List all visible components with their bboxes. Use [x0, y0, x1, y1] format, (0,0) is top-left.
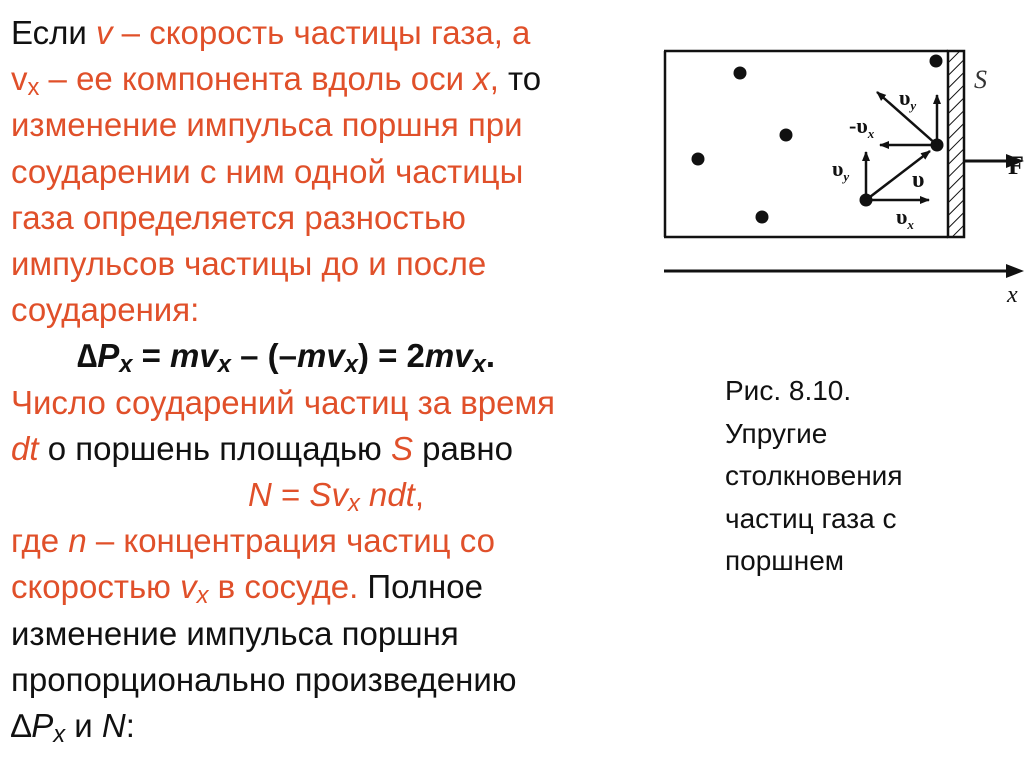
gas-particle	[692, 153, 705, 166]
label-v: υ	[912, 167, 925, 193]
piston-area-label: S	[974, 65, 987, 94]
figure-caption	[725, 370, 1005, 583]
paragraph1-line2: $v_x$ – ее компонента вдоль оси x, то	[11, 60, 542, 102]
paragraph3-line3: изменение импульса поршня	[11, 614, 459, 652]
paragraph3-line1: где n – концентрация частиц со	[11, 522, 495, 560]
paragraph1-line3: изменение импульса поршня при	[11, 106, 523, 144]
slide-body-text	[11, 10, 681, 749]
gas-particle	[780, 129, 793, 142]
gas-particle	[756, 211, 769, 224]
label-minus-vx: $-\upsilon_x$	[849, 113, 875, 141]
collision-count-formula: $N = Sv_x$ ndt,	[247, 476, 425, 518]
paragraph2-line1: Число соударений частиц за время	[11, 383, 556, 421]
paragraph1-line4: соударении с ним одной частицы	[11, 152, 524, 190]
piston-collision-figure	[652, 40, 1024, 308]
caption-line4: частиц газа с	[725, 502, 897, 534]
label-vy-top: $\upsilon_y$	[899, 85, 917, 113]
paragraph2-line2: dt о поршень площадью S равно	[11, 429, 513, 467]
figure-svg	[652, 40, 1024, 308]
paragraph1-line1: Если v – скорость частицы газа, а	[11, 14, 531, 51]
x-axis-label: x	[1007, 282, 1018, 308]
caption-line2: Упругие	[725, 417, 828, 449]
label-vy-left: $\upsilon_y$	[832, 156, 850, 184]
paragraph1-line7: соударения:	[11, 291, 200, 329]
paragraph3-line5: $\Delta P_x$ и N:	[11, 707, 135, 749]
caption-line5: поршнем	[725, 545, 845, 576]
caption-line3: столкновения	[725, 460, 903, 491]
paragraph3-line4: пропорционально произведению	[11, 660, 517, 698]
momentum-change-formula: $\Delta P_x = mv_x - (-mv_x) = 2mv_x$.	[77, 337, 495, 379]
paragraph1-line5: газа определяется разностью	[11, 198, 466, 236]
paragraph3-line2: скоростью $v_x$ в сосуде. Полное	[11, 568, 483, 610]
caption-line1: Рис. 8.10.	[725, 375, 852, 406]
piston	[948, 51, 964, 237]
paragraph1-line6: импульсов частицы до и после	[11, 245, 487, 283]
gas-particle	[734, 67, 747, 80]
gas-particle	[930, 55, 943, 68]
label-vx: $\upsilon_x$	[896, 204, 914, 232]
force-label: F	[1008, 151, 1024, 180]
